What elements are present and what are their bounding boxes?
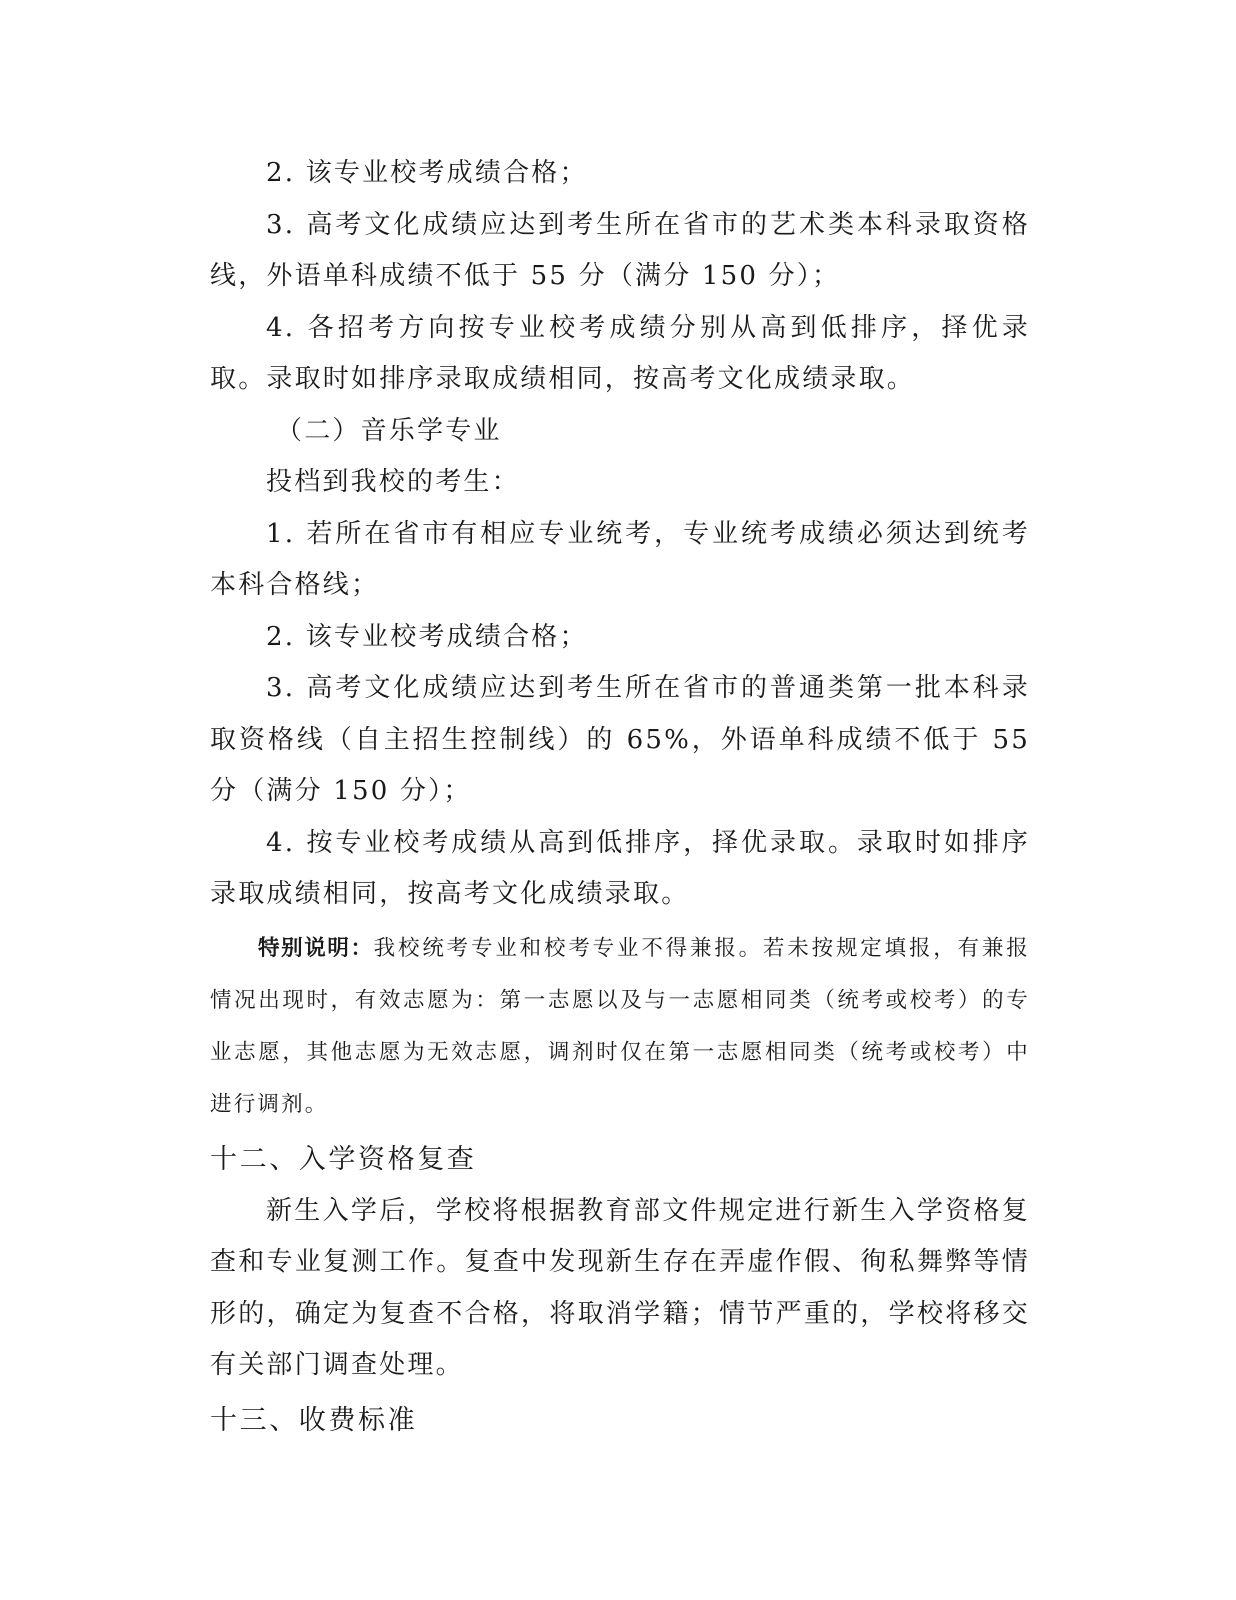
music-item-2: 2. 该专业校考成绩合格； <box>266 621 588 652</box>
section-13-heading: 十三、收费标准 <box>210 1404 418 1436</box>
special-note-label: 特别说明： <box>258 935 374 961</box>
section-12-heading: 十二、入学资格复查 <box>210 1143 477 1175</box>
special-note-text: 我校统考专业和校考专业不得兼报。若未按规定填报，有兼报情况出现时，有效志愿为：第一志愿以及与一志愿相同类（统考或校考）的专业志愿，其他志愿为无效志愿，调剂时仅在第一志愿相同类（统考或校考）中进行调剂。 <box>210 935 1030 1117</box>
special-note <box>210 921 1030 1131</box>
item-3-culture-score: 3. 高考文化成绩应达到考生所在省市的艺术类本科录取资格线，外语单科成绩不低于 55 分（满分 150 分）； <box>210 209 1030 291</box>
section-12-text: 新生入学后，学校将根据教育部文件规定进行新生入学资格复查和专业复测工作。复查中发现新生存在弄虚作假、徇私舞弊等情形的，确定为复查不合格，将取消学籍；情节严重的，学校将移交有关部门调查处理。 <box>210 1195 1030 1380</box>
item-4-ranking: 4. 各招考方向按专业校考成绩分别从高到低排序，择优录取。录取时如排序录取成绩相同，按高考文化成绩录取。 <box>210 312 1030 394</box>
music-item-4: 4. 按专业校考成绩从高到低排序，择优录取。录取时如排序录取成绩相同，按高考文化成绩录取。 <box>210 827 1030 909</box>
music-item-1: 1. 若所在省市有相应专业统考，专业统考成绩必须达到统考本科合格线； <box>210 518 1030 600</box>
subsection-title-musicology: （二）音乐学专业 <box>276 415 502 446</box>
item-2-school-exam: 2. 该专业校考成绩合格； <box>266 158 588 188</box>
document-body <box>210 148 1030 1447</box>
music-item-3: 3. 高考文化成绩应达到考生所在省市的普通类第一批本科录取资格线（自主招生控制线）的 65%，外语单科成绩不低于 55 分（满分 150 分）； <box>210 673 1030 806</box>
intro-line: 投档到我校的考生： <box>266 467 520 497</box>
